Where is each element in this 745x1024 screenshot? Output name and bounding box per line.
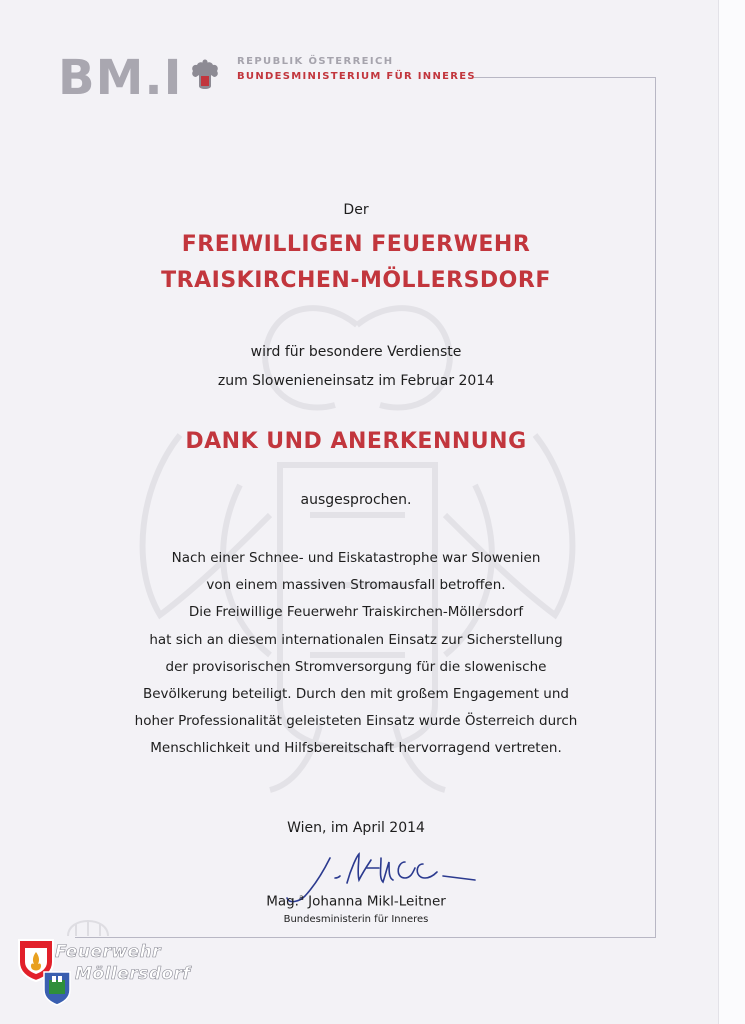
body-line: Menschlichkeit und Hilfsbereitschaft hervorragend vertreten.	[150, 740, 562, 757]
place-date: Wien, im April 2014	[287, 820, 425, 836]
ministry-label: BUNDESMINISTERIUM FÜR INNERES	[237, 71, 476, 82]
certificate-body-text	[60, 545, 652, 763]
reason-line-2: zum Slowenieneinsatz im Februar 2014	[217, 373, 495, 389]
frame-top-line	[474, 77, 656, 78]
frame-right-line	[655, 77, 656, 938]
republic-label: REPUBLIK ÖSTERREICH	[237, 56, 394, 67]
body-line: Bevölkerung beteiligt. Durch den mit großem Engagement und	[142, 686, 569, 703]
bmi-logo: BM.I	[58, 50, 183, 106]
municipal-crest-icon	[42, 970, 72, 1006]
der-label: Der	[343, 202, 369, 218]
body-line: Nach einer Schnee- und Eiskatastrophe war Slowenien	[171, 550, 541, 566]
signer-name	[60, 893, 652, 910]
body-line: hoher Professionalität geleisteten Einsatz wurde Österreich durch	[134, 713, 578, 730]
recipient-line-1: FREIWILLIGEN FEUERWEHR	[181, 232, 531, 257]
frame-bottom-line	[75, 937, 656, 938]
body-line: von einem massiven Stromausfall betroffen.	[206, 577, 506, 594]
signer-prefix-superscript: a	[298, 893, 304, 902]
reason-line-1: wird für besondere Verdienste	[250, 344, 462, 360]
signer-prefix: Mag.	[266, 893, 299, 910]
stamp-text-line-1: Feuerwehr	[55, 942, 162, 962]
body-line: hat sich an diesem internationalen Einsatz zur Sicherstellung	[149, 631, 563, 648]
signer-surname: Johanna Mikl-Leitner	[303, 893, 446, 910]
recipient-line-2: TRAISKIRCHEN-MÖLLERSDORF	[161, 268, 551, 293]
faint-crest-watermark	[58, 906, 118, 944]
body-line: der provisorischen Stromversorgung für die slowenische	[165, 658, 547, 675]
ausgesprochen-label: ausgesprochen.	[300, 492, 412, 508]
signer-title: Bundesministerin für Inneres	[283, 914, 429, 925]
austrian-eagle-icon	[190, 58, 220, 94]
stamp-text-line-2: Möllersdorf	[75, 964, 191, 984]
headline: DANK UND ANERKENNUNG	[185, 429, 527, 454]
paper-edge	[718, 0, 745, 1024]
body-line: Die Freiwillige Feuerwehr Traiskirchen-Möllersdorf	[188, 604, 524, 621]
